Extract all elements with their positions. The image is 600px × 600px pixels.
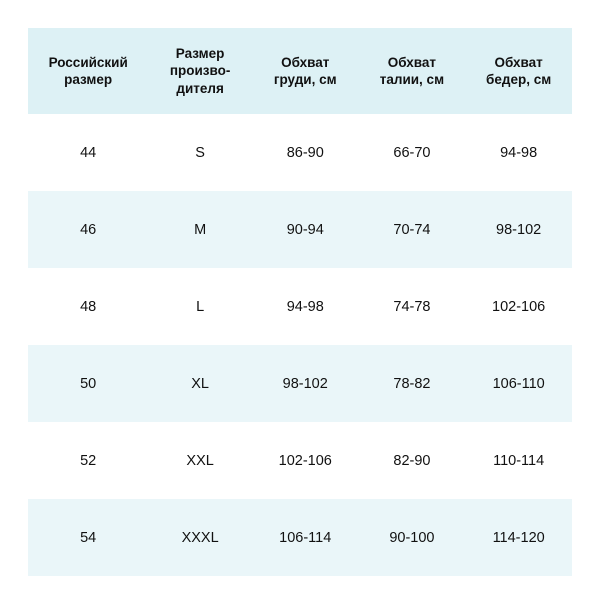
cell-hips: 110-114 [465,422,572,499]
cell-hips: 98-102 [465,191,572,268]
cell-chest: 90-94 [252,191,359,268]
table-row [28,499,572,576]
table-row [28,268,572,345]
cell-manufacturer-size: L [148,268,252,345]
cell-chest: 94-98 [252,268,359,345]
size-chart-table [28,28,572,576]
cell-manufacturer-size: XXL [148,422,252,499]
cell-chest: 102-106 [252,422,359,499]
cell-waist: 78-82 [359,345,466,422]
cell-russian-size: 46 [28,191,148,268]
cell-manufacturer-size: XL [148,345,252,422]
cell-manufacturer-size: XXXL [148,499,252,576]
cell-waist: 70-74 [359,191,466,268]
cell-waist: 74-78 [359,268,466,345]
cell-chest: 98-102 [252,345,359,422]
cell-waist: 82-90 [359,422,466,499]
column-header-line: размер [64,72,113,87]
table-row [28,345,572,422]
cell-manufacturer-size: S [148,114,252,191]
column-header-line: Обхват [494,54,543,70]
table-row [28,114,572,191]
cell-waist: 90-100 [359,499,466,576]
cell-russian-size: 52 [28,422,148,499]
column-header-line: Обхват [281,54,330,70]
column-header-russian-size [28,28,148,114]
column-header-line: произво- [169,63,231,79]
column-header-hips [465,28,572,114]
column-header-line: дителя [176,80,224,96]
cell-russian-size: 44 [28,114,148,191]
table-body [28,114,572,576]
column-header-chest [252,28,359,114]
cell-hips: 114-120 [465,499,572,576]
column-header-line: Российский [48,54,128,70]
cell-hips: 106-110 [465,345,572,422]
cell-russian-size: 50 [28,345,148,422]
table-row [28,422,572,499]
cell-chest: 106-114 [252,499,359,576]
column-header-line: груди, см [273,72,337,87]
table-row [28,191,572,268]
column-header-line: Размер [175,46,225,62]
cell-chest: 86-90 [252,114,359,191]
table-header [28,28,572,114]
column-header-waist [359,28,466,114]
cell-hips: 94-98 [465,114,572,191]
column-header-line: талии, см [379,72,445,87]
column-header-line: Обхват [387,54,437,70]
cell-waist: 66-70 [359,114,466,191]
column-header-line: бедер, см [486,72,552,87]
cell-manufacturer-size: M [148,191,252,268]
cell-hips: 102-106 [465,268,572,345]
table-header-row [28,28,572,114]
column-header-manufacturer-size [148,28,252,114]
cell-russian-size: 54 [28,499,148,576]
cell-russian-size: 48 [28,268,148,345]
